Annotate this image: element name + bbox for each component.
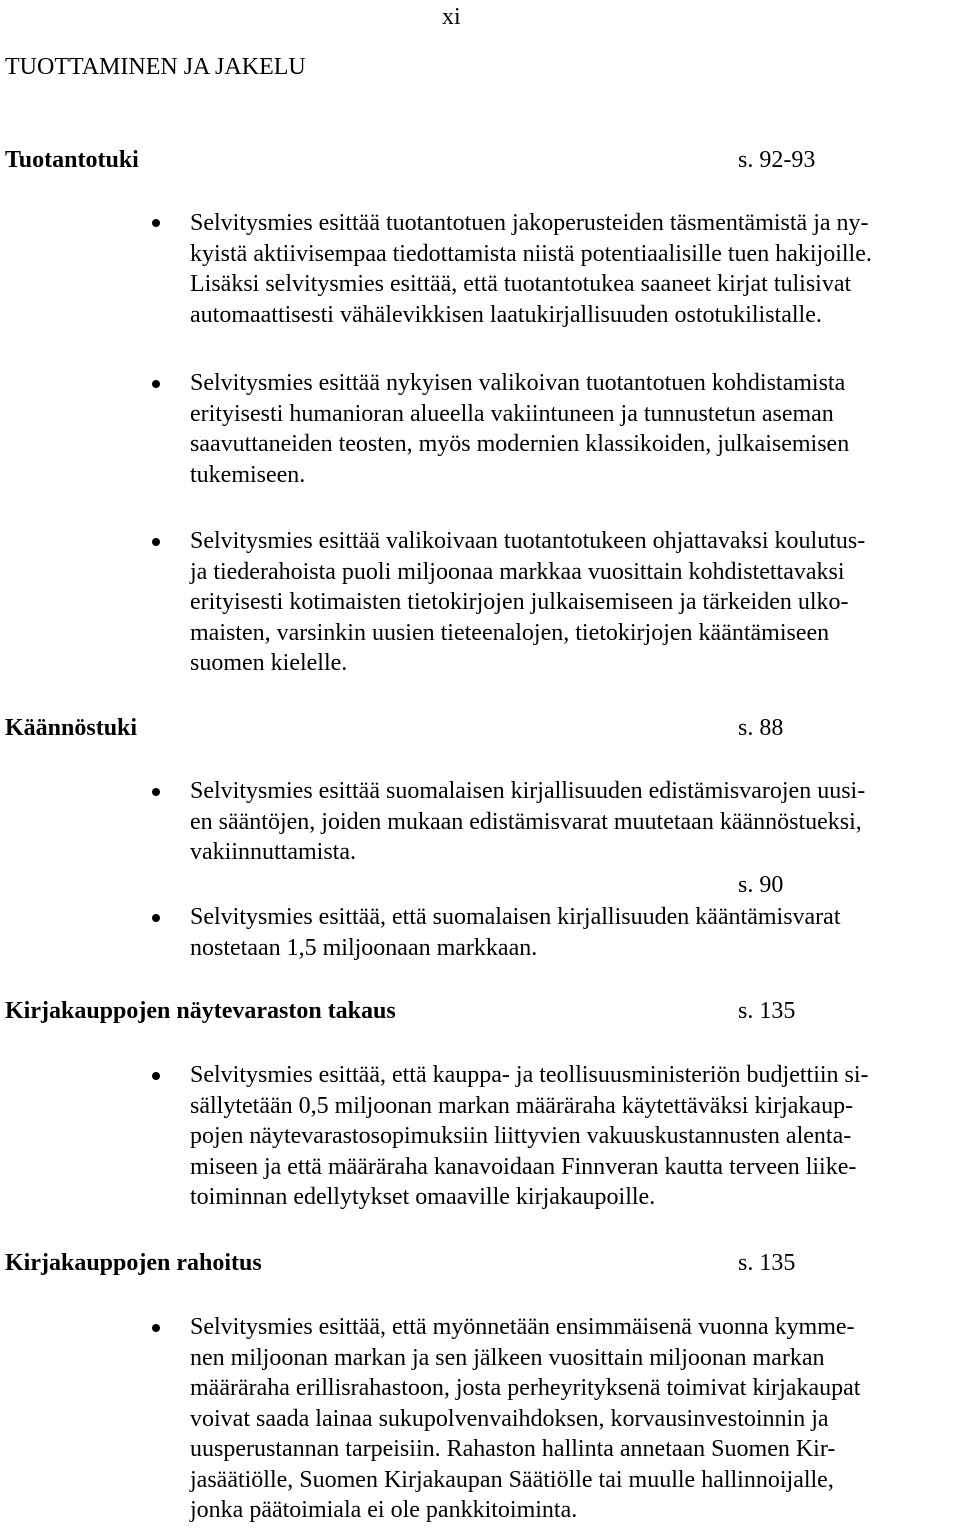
section-page-ref: s. 92-93: [738, 147, 816, 173]
bullet-icon: [152, 219, 160, 227]
bullet-page-ref: s. 90: [738, 872, 784, 898]
section-page-ref: s. 135: [738, 998, 796, 1024]
bullet-paragraph: Selvitysmies esittää, että kauppa- ja teollisuusministeriön budjettiin si- sällytetään 0,5 miljoonan markan määräraha käytettäväksi kirjakaup- pojen näytevarastosopimuksiin liittyvien vakuuskustannusten alenta- miseen ja että määräraha kanavoidaan Finnveran kautta terveen liike- toiminnan edellytykset omaaville kirjakaupoille.: [190, 1062, 869, 1210]
section-page-ref: s. 88: [738, 715, 784, 741]
section-heading-nayte-takaus: Kirjakauppojen näytevaraston takaus: [5, 998, 396, 1024]
bullet-paragraph: Selvitysmies esittää suomalaisen kirjallisuuden edistämisvarojen uusi- en sääntöjen, joiden mukaan edistämisvarat muutetaan käännöstueksi, vakiinnuttamista.: [190, 778, 866, 865]
section-heading-kaannostuki: Käännöstuki: [5, 715, 138, 741]
bullet-paragraph: Selvitysmies esittää nykyisen valikoivan tuotantotuen kohdistamista erityisesti humanioran alueella vakiintuneen ja tunnustetun aseman saavuttaneiden teosten, myös modernien klassikoiden, julkaisemisen tukemiseen.: [190, 370, 850, 488]
section-page-ref: s. 135: [738, 1250, 796, 1276]
bullet-paragraph: Selvitysmies esittää, että suomalaisen kirjallisuuden kääntämisvarat nostetaan 1,5 miljoonaan markkaan.: [190, 904, 841, 961]
bullet-icon: [152, 380, 160, 388]
section-heading-rahoitus: Kirjakauppojen rahoitus: [5, 1250, 262, 1276]
bullet-icon: [152, 914, 160, 922]
bullet-paragraph: Selvitysmies esittää tuotantotuen jakoperusteiden täsmentämistä ja ny- kyistä aktiivisempaa tiedottamista niistä potentiaalisille tuen hakijoille. Lisäksi selvitysmies esittää, että tuotantotukea saaneet kirjat tulisivat automaattisesti vähälevikkisen laatukirjallisuuden ostotukilistalle.: [190, 210, 872, 328]
bullet-icon: [152, 538, 160, 546]
page-number: xi: [442, 4, 461, 30]
bullet-icon: [152, 1324, 160, 1332]
bullet-icon: [152, 1072, 160, 1080]
page-title: TUOTTAMINEN JA JAKELU: [5, 54, 306, 80]
bullet-paragraph: Selvitysmies esittää, että myönnetään ensimmäisenä vuonna kymme- nen miljoonan markan ja sen jälkeen vuosittain miljoonan markan määräraha erillisrahastoon, josta perheyrityksenä toimivat kirjakaupat voivat saada lainaa sukupolvenvaihdoksen, korvausinvestoinnin ja uusperustannan tarpeisiin. Rahaston hallinta annetaan Suomen Kir- jasäätiölle, Suomen Kirjakaupan Säätiölle tai muulle hallinnoijalle, jonka päätoimiala ei ole pankkitoiminta.: [190, 1314, 861, 1523]
bullet-icon: [152, 788, 160, 796]
section-heading-tuotantotuki: Tuotantotuki: [5, 147, 139, 173]
bullet-paragraph: Selvitysmies esittää valikoivaan tuotantotukeen ohjattavaksi koulutus- ja tiederahoista puoli miljoonaa markkaa vuosittain kohdistettavaksi erityisesti kotimaisten tietokirjojen julkaisemiseen ja tärkeiden ulko- maisten, varsinkin uusien tieteenalojen, tietokirjojen kääntämiseen suomen kielelle.: [190, 528, 866, 676]
